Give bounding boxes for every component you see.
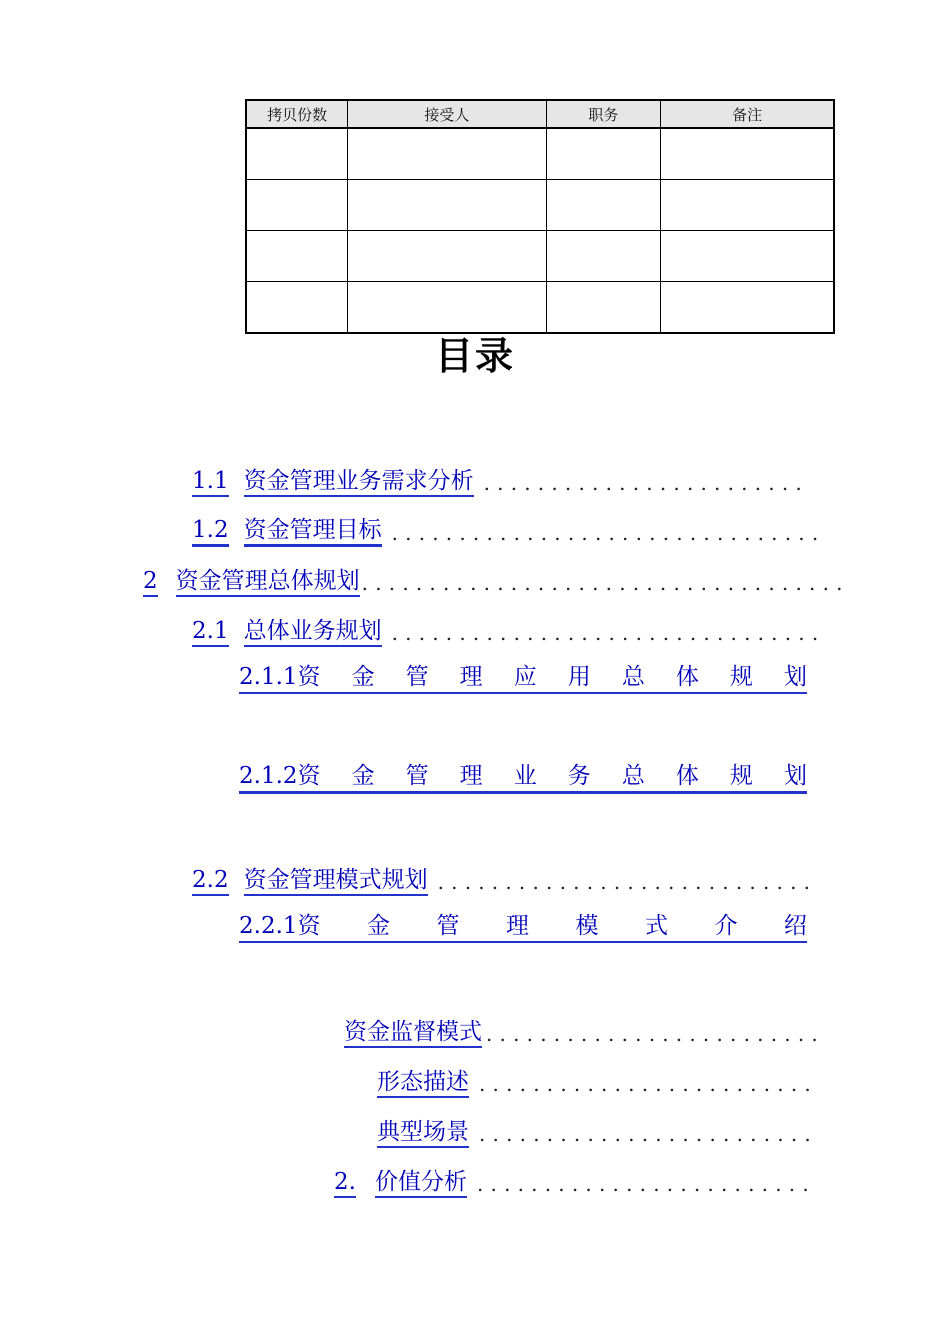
toc-entry-2-2[interactable] bbox=[192, 862, 818, 896]
table-row bbox=[246, 180, 834, 231]
table-row bbox=[246, 231, 834, 282]
toc-char[interactable]: 体 bbox=[675, 763, 699, 789]
header-recipient: 接受人 bbox=[348, 100, 546, 128]
table-cell bbox=[661, 231, 834, 282]
table-cell bbox=[546, 231, 661, 282]
toc-char[interactable]: 务 bbox=[567, 763, 591, 789]
toc-entry-value-analysis[interactable] bbox=[334, 1164, 816, 1198]
table-cell bbox=[546, 180, 661, 231]
toc-char[interactable]: 划 bbox=[783, 664, 807, 690]
toc-entry-number[interactable]: 1.1 bbox=[192, 468, 229, 497]
toc-entry-number[interactable]: 2 bbox=[143, 568, 158, 597]
toc-entry-number[interactable]: 2. bbox=[334, 1169, 356, 1198]
toc-char[interactable]: 用 bbox=[567, 664, 591, 690]
toc-char[interactable]: 理 bbox=[459, 763, 483, 789]
toc-entry-2[interactable] bbox=[143, 563, 850, 597]
toc-leader: ................................ bbox=[391, 621, 826, 645]
toc-char[interactable]: 理 bbox=[505, 913, 529, 939]
table-cell bbox=[661, 180, 834, 231]
table-cell bbox=[246, 128, 348, 180]
toc-entry-form-description[interactable] bbox=[377, 1064, 818, 1098]
toc-entry-title[interactable]: 价值分析 bbox=[375, 1169, 467, 1198]
toc-char[interactable]: 模 bbox=[575, 913, 599, 939]
table-cell bbox=[348, 180, 546, 231]
table-cell bbox=[348, 128, 546, 180]
table-cell bbox=[348, 231, 546, 282]
toc-char[interactable]: 规 bbox=[729, 664, 753, 690]
toc-leader: ................................ bbox=[391, 521, 826, 545]
toc-leader: ........................ bbox=[483, 471, 809, 495]
toc-leader: ............................ bbox=[437, 870, 818, 894]
toc-title: 目录 bbox=[434, 334, 515, 378]
toc-char[interactable]: 业 bbox=[513, 763, 537, 789]
toc-leader: .................................... bbox=[361, 571, 850, 595]
toc-char[interactable]: 规 bbox=[729, 763, 753, 789]
toc-entry-number[interactable]: 2.1 bbox=[192, 618, 229, 647]
toc-entry-title[interactable]: 资金管理总体规划 bbox=[176, 568, 360, 597]
toc-char[interactable]: 管 bbox=[405, 664, 429, 690]
header-position: 职务 bbox=[546, 100, 661, 128]
toc-entry-number[interactable]: 2.2 bbox=[192, 867, 229, 896]
table-header-row bbox=[246, 100, 834, 128]
toc-leader: ......................... bbox=[479, 1072, 818, 1096]
table-cell bbox=[661, 128, 834, 180]
toc-char[interactable]: 金 bbox=[351, 664, 375, 690]
toc-char[interactable]: 应 bbox=[513, 664, 537, 690]
toc-char[interactable]: 理 bbox=[459, 664, 483, 690]
toc-leader: ......................... bbox=[476, 1172, 816, 1196]
toc-char[interactable]: 管 bbox=[405, 763, 429, 789]
table-cell bbox=[246, 180, 348, 231]
toc-entry-1-2[interactable] bbox=[192, 513, 826, 547]
toc-entry-title[interactable]: 总体业务规划 bbox=[244, 618, 382, 647]
toc-entry-title[interactable]: 资金监督模式 bbox=[344, 1019, 482, 1048]
toc-entry-1-1[interactable] bbox=[192, 463, 809, 497]
toc-char[interactable]: 体 bbox=[675, 664, 699, 690]
toc-leader: ......................... bbox=[486, 1022, 825, 1046]
header-copies: 拷贝份数 bbox=[246, 100, 348, 128]
header-remarks: 备注 bbox=[661, 100, 834, 128]
toc-entry-2-1-2[interactable] bbox=[239, 763, 807, 794]
toc-entry-typical-scenario[interactable] bbox=[377, 1114, 818, 1148]
distribution-table bbox=[245, 99, 835, 334]
table-cell bbox=[246, 231, 348, 282]
toc-entry-title[interactable]: 资金管理业务需求分析 bbox=[244, 468, 474, 497]
toc-char[interactable]: 总 bbox=[621, 763, 645, 789]
toc-entry-number[interactable]: 2.2.1资 bbox=[239, 913, 321, 939]
toc-entry-supervision-mode[interactable] bbox=[344, 1014, 825, 1048]
toc-entry-2-2-1[interactable] bbox=[239, 913, 807, 943]
toc-entry-number[interactable]: 1.2 bbox=[192, 517, 229, 547]
toc-entry-title[interactable]: 资金管理模式规划 bbox=[244, 867, 428, 896]
toc-char[interactable]: 金 bbox=[351, 763, 375, 789]
table-cell bbox=[546, 128, 661, 180]
toc-entry-title[interactable]: 形态描述 bbox=[377, 1069, 469, 1098]
toc-entry-title[interactable]: 资金管理目标 bbox=[244, 517, 382, 547]
toc-entry-number[interactable]: 2.1.2资 bbox=[239, 763, 321, 789]
toc-entry-2-1-1[interactable] bbox=[239, 664, 807, 694]
toc-entry-2-1[interactable] bbox=[192, 613, 826, 647]
toc-char[interactable]: 划 bbox=[783, 763, 807, 789]
toc-leader: ......................... bbox=[479, 1122, 818, 1146]
toc-entry-number[interactable]: 2.1.1资 bbox=[239, 664, 321, 690]
toc-char[interactable]: 介 bbox=[714, 913, 738, 939]
toc-char[interactable]: 式 bbox=[644, 913, 668, 939]
table-row bbox=[246, 128, 834, 180]
toc-char[interactable]: 总 bbox=[621, 664, 645, 690]
toc-entry-title[interactable]: 典型场景 bbox=[377, 1119, 469, 1148]
toc-char[interactable]: 金 bbox=[367, 913, 391, 939]
toc-char[interactable]: 管 bbox=[436, 913, 460, 939]
toc-char[interactable]: 绍 bbox=[783, 913, 807, 939]
